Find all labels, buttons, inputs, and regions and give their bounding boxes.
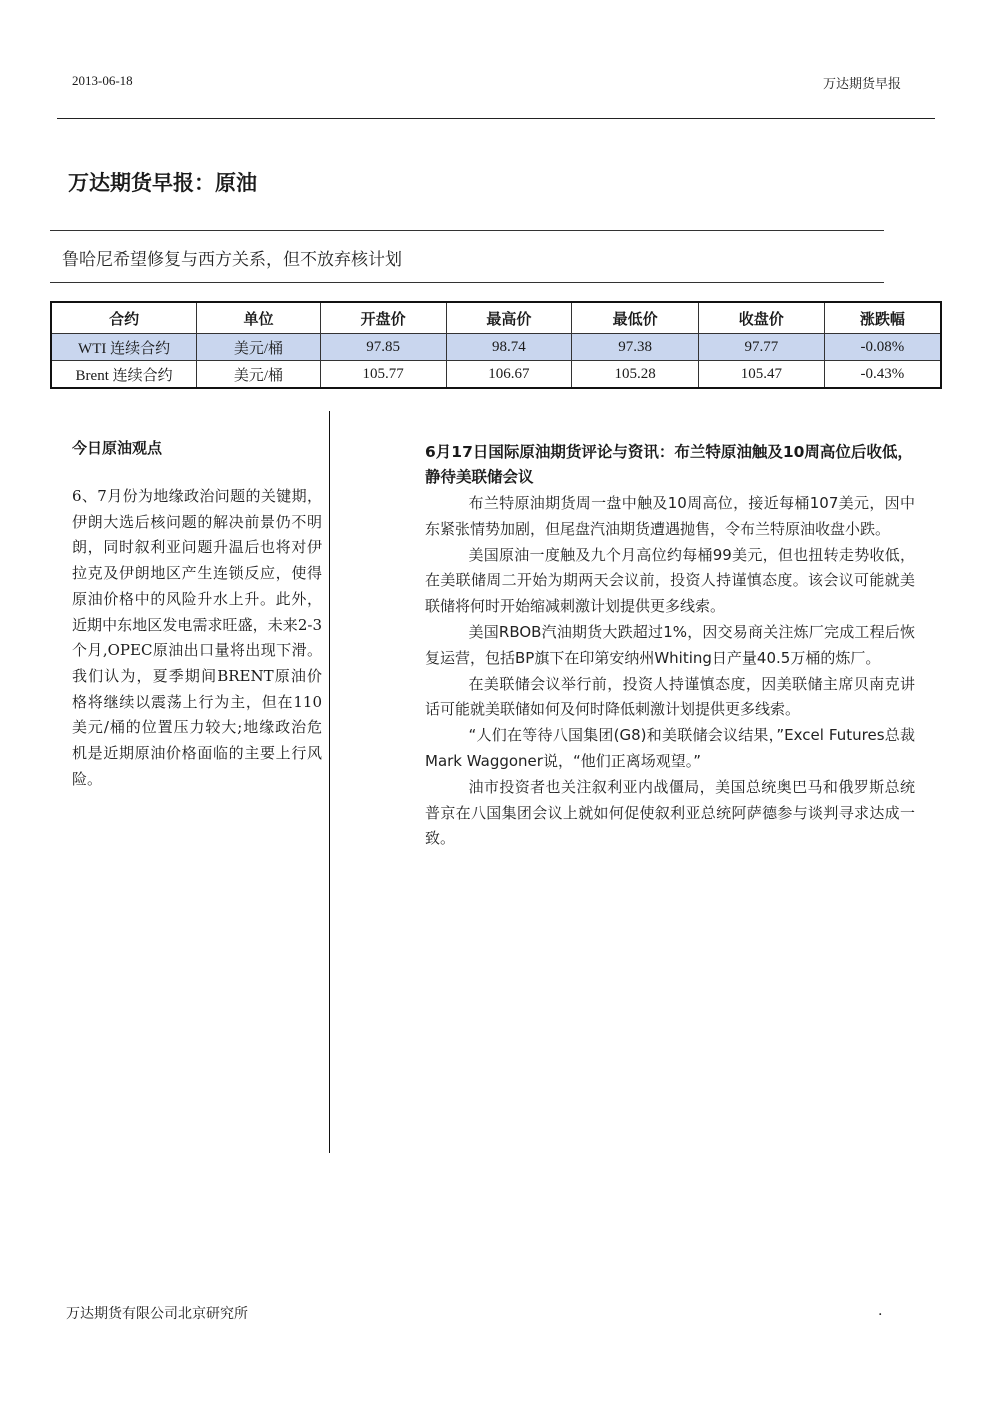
table-cell: -0.08% bbox=[824, 334, 941, 361]
news-paragraph: 油市投资者也关注叙利亚内战僵局，美国总统奥巴马和俄罗斯总统普京在八国集团会议上就如何促使叙利亚总统阿萨德参与谈判寻求达成一致。 bbox=[425, 777, 915, 848]
table-row bbox=[51, 334, 941, 361]
footer-mark: . bbox=[878, 1303, 883, 1319]
outlook-heading: 今日原油观点 bbox=[72, 439, 163, 457]
table-cell: 97.85 bbox=[320, 334, 446, 361]
footer-company: 万达期货有限公司北京研究所 bbox=[66, 1306, 248, 1322]
news-paragraph: 布兰特原油期货周一盘中触及10周高位，接近每桶107美元，因中东紧张情势加剧，但尾盘汽油期货遭遇抛售，令布兰特原油收盘小跌。 bbox=[425, 494, 915, 538]
table-header-row bbox=[51, 302, 941, 334]
column-header: 最低价 bbox=[572, 302, 699, 334]
page-subtitle: 鲁哈尼希望修复与西方关系，但不放弃核计划 bbox=[62, 250, 402, 270]
column-divider bbox=[329, 411, 330, 1153]
table-cell: WTI 连续合约 bbox=[51, 334, 197, 361]
table-cell: 美元/桶 bbox=[197, 361, 321, 389]
table-cell: 98.74 bbox=[446, 334, 572, 361]
table-cell: 105.77 bbox=[320, 361, 446, 389]
column-header: 收盘价 bbox=[698, 302, 824, 334]
table-cell: 97.77 bbox=[698, 334, 824, 361]
column-header: 单位 bbox=[197, 302, 321, 334]
subtitle-rule-top bbox=[50, 230, 884, 231]
news-paragraph: 美国RBOB汽油期货大跌超过1%，因交易商关注炼厂完成工程后恢复运营，包括BP旗下在印第安纳州Whiting日产量40.5万桶的炼厂。 bbox=[425, 622, 915, 667]
outlook-section bbox=[72, 437, 322, 792]
column-header: 涨跌幅 bbox=[824, 302, 941, 334]
outlook-body: 6、7月份为地缘政治问题的关键期，伊朗大选后核问题的解决前景仍不明朗，同时叙利亚问题升温后也将对伊拉克及伊朗地区产生连锁反应，使得原油价格中的风险升水上升。此外，近期中东地区发电需求旺盛，未来2-3个月,OPEC原油出口量将出现下滑。我们认为，夏季期间BRENT原油价格将继续以震荡上行为主，但在110美元/桶的位置压力较大;地缘政治危机是近期原油价格面临的主要上行风险。 bbox=[72, 487, 322, 788]
report-brand: 万达期货早报 bbox=[822, 77, 901, 92]
news-section bbox=[425, 440, 915, 852]
column-header: 开盘价 bbox=[320, 302, 446, 334]
header-divider bbox=[57, 118, 935, 119]
news-paragraph: 在美联储会议举行前，投资人持谨慎态度，因美联储主席贝南克讲话可能就美联储如何及何时降低刺激计划提供更多线索。 bbox=[425, 674, 915, 719]
column-header: 最高价 bbox=[446, 302, 572, 334]
news-heading: 6月17日国际原油期货评论与资讯：布兰特原油触及10周高位后收低，静待美联储会议 bbox=[425, 443, 913, 486]
table-cell: 105.28 bbox=[572, 361, 699, 389]
table-cell: 106.67 bbox=[446, 361, 572, 389]
news-paragraph: 美国原油一度触及九个月高位约每桶99美元，但也扭转走势收低，在美联储周二开始为期两天会议前，投资人持谨慎态度。该会议可能就美联储将何时开始缩减刺激计划提供更多线索。 bbox=[425, 545, 915, 616]
report-date: 2013-06-18 bbox=[72, 73, 133, 88]
table-cell: Brent 连续合约 bbox=[51, 361, 197, 389]
table-row bbox=[51, 361, 941, 389]
table-cell: -0.43% bbox=[824, 361, 941, 389]
table-cell: 105.47 bbox=[698, 361, 824, 389]
table-cell: 美元/桶 bbox=[197, 334, 321, 361]
subtitle-rule-bottom bbox=[50, 282, 884, 283]
column-header: 合约 bbox=[51, 302, 197, 334]
page-title: 万达期货早报：原油 bbox=[68, 171, 257, 195]
price-table bbox=[50, 301, 942, 389]
table-cell: 97.38 bbox=[572, 334, 699, 361]
news-paragraph: “人们在等待八国集团(G8)和美联储会议结果，”Excel Futures总裁Mark Waggoner说，“他们正离场观望。” bbox=[425, 726, 915, 770]
